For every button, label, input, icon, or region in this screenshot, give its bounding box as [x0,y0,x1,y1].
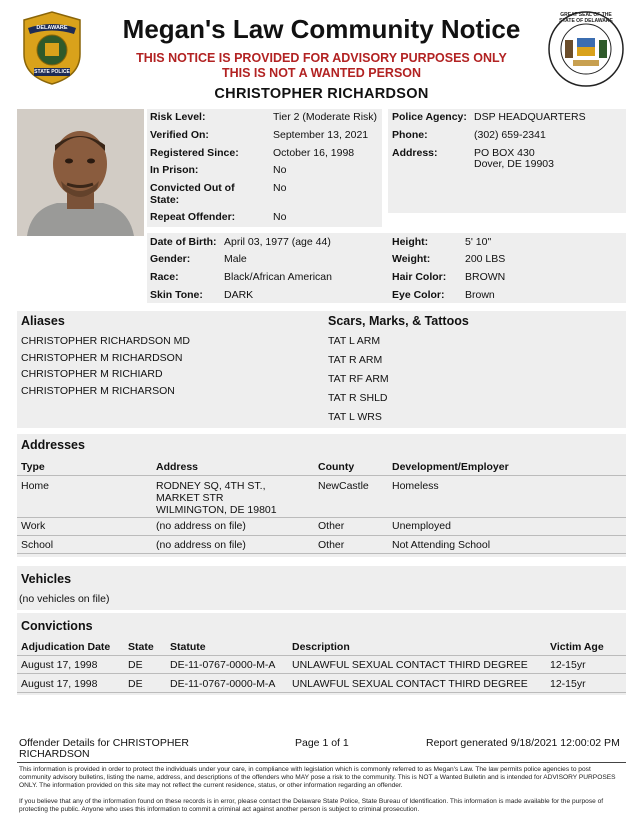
race-label: Race: [150,271,179,283]
addresses-title: Addresses [21,438,85,452]
conviction-state: DE [128,678,143,690]
address-line: MARKET STR [156,492,224,504]
eye-color-value: Brown [465,289,495,301]
advisory-line-2: THIS IS NOT A WANTED PERSON [221,66,422,80]
convicted-out-of-state-label: Convicted Out of State: [150,182,235,206]
conv-col-state: State [128,641,154,653]
address-line: RODNEY SQ, 4TH ST., [156,480,266,492]
repeat-offender-label: Repeat Offender: [150,211,236,223]
state-seal [547,10,625,88]
footer-offender-name: RICHARDSON [19,748,90,760]
conv-col-victim-age: Victim Age [550,641,604,653]
aliases-title: Aliases [21,314,65,328]
agency-address-line-2: Dover, DE 19903 [474,158,554,170]
address-type: Work [21,520,46,532]
conv-col-description: Description [292,641,350,653]
in-prison-value: No [273,164,287,176]
address-county: Other [318,539,345,551]
alias-item: CHRISTOPHER RICHARDSON MD [21,335,190,347]
registered-since-label: Registered Since: [150,147,239,159]
skin-tone-label: Skin Tone: [150,289,203,301]
convicted-out-of-state-value: No [273,182,287,194]
skin-tone-value: DARK [224,289,254,301]
alias-item: CHRISTOPHER M RICHARSON [21,385,175,397]
agency-address-line-1: PO BOX 430 [474,147,535,159]
conviction-description: UNLAWFUL SEXUAL CONTACT THIRD DEGREE [292,659,528,671]
row-divider [17,553,626,554]
addr-col-type: Type [21,461,45,473]
convictions-title: Convictions [21,619,93,633]
gender-label: Gender: [150,253,191,265]
conviction-state: DE [128,659,143,671]
seal-text: GREAT SEAL OF THE STATE OF DELAWARE [559,12,613,24]
conviction-date: August 17, 1998 [21,678,98,690]
badge-text-bottom: STATE POLICE [34,69,70,75]
physical-description-panel [147,233,626,303]
repeat-offender-value: No [273,211,287,223]
addr-col-county: County [318,461,355,473]
address-county: Other [318,520,345,532]
conviction-victim-age: 12-15yr [550,678,586,690]
police-agency-label: Police Agency: [392,111,467,123]
scar-item: TAT R SHLD [328,392,388,404]
conviction-victim-age: 12-15yr [550,659,586,671]
footer-offender-details: Offender Details for CHRISTOPHER [19,737,189,749]
eye-color-label: Eye Color: [392,289,445,301]
conv-col-statute: Statute [170,641,206,653]
scar-item: TAT L WRS [328,411,382,423]
hair-color-label: Hair Color: [392,271,447,283]
police-agency-value: DSP HEADQUARTERS [474,111,586,123]
alias-item: CHRISTOPHER M RICHIARD [21,368,163,380]
disclaimer-paragraph: If you believe that any of the information found on these records is in error, please contact the Delaware State Police, State Bureau of Identification. This information is made available for the purpose of protecting the public. Anyone who uses this information to commit a criminal act against another person is subject to criminal prosecution. [19,798,604,813]
address-employer: Unemployed [392,520,451,532]
scar-item: TAT L ARM [328,335,381,347]
phone-label: Phone: [392,129,428,141]
vehicles-title: Vehicles [21,572,72,586]
address-line: WILMINGTON, DE 19801 [156,504,277,516]
footer-divider [17,762,626,763]
offender-photo [17,109,144,236]
dob-label: Date of Birth: [150,236,217,248]
verified-on-label: Verified On: [150,129,209,141]
conviction-statute: DE-11-0767-0000-M-A [170,678,276,690]
row-divider [17,517,626,518]
address-employer: Not Attending School [392,539,491,551]
weight-value: 200 LBS [465,253,506,265]
address-employer: Homeless [392,480,439,492]
addr-col-employer: Development/Employer [392,461,509,473]
row-divider [17,692,626,693]
address-county: NewCastle [318,480,369,492]
row-divider [17,475,626,476]
footer-page-number: Page 1 of 1 [295,737,349,749]
alias-item: CHRISTOPHER M RICHARDSON [21,352,183,364]
scars-title: Scars, Marks, & Tattoos [328,314,469,328]
dob-value: April 03, 1977 (age 44) [224,236,331,248]
row-divider [17,673,626,674]
risk-level-value: Tier 2 (Moderate Risk) [273,111,378,123]
in-prison-label: In Prison: [150,164,199,176]
address-line: (no address on file) [156,520,246,532]
row-divider [17,535,626,536]
row-divider [17,655,626,656]
weight-label: Weight: [392,253,431,265]
risk-level-label: Risk Level: [150,111,206,123]
address-type: Home [21,480,50,492]
footer-report-generated: Report generated 9/18/2021 12:00:02 PM [426,737,620,749]
height-value: 5' 10" [465,236,492,248]
race-value: Black/African American [224,271,332,283]
scar-item: TAT R ARM [328,354,383,366]
disclaimer-paragraph: This information is provided in order to protect the individuals under your care, in compliance with legislation which is commonly referred to as Megan's Law. The law permits police agencies to post community advisory bulletins, listing the name, address, and descriptions of the offenders who MAY pose a risk to the community. This is NOT a Wanted Bulletin and is intended for ADVISORY PURPOSES ONLY. The information provided on this site may not reflect the current residence, status, or other information regarding an offender. [19,766,616,789]
registered-since-value: October 16, 1998 [273,147,355,159]
scar-item: TAT RF ARM [328,373,389,385]
height-label: Height: [392,236,429,248]
phone-value: (302) 659-2341 [474,129,546,141]
address-type: School [21,539,54,551]
address-line: (no address on file) [156,539,246,551]
offender-name: CHRISTOPHER RICHARDSON [214,86,429,102]
vehicles-none: (no vehicles on file) [19,593,110,605]
advisory-line-1: THIS NOTICE IS PROVIDED FOR ADVISORY PURPOSES ONLY [136,51,507,65]
agency-address-label: Address: [392,147,438,159]
conv-col-date: Adjudication Date [21,641,111,653]
gender-value: Male [224,253,247,265]
addr-col-address: Address [156,461,199,473]
page-title: Megan's Law Community Notice [122,14,521,44]
conviction-statute: DE-11-0767-0000-M-A [170,659,276,671]
hair-color-value: BROWN [465,271,506,283]
verified-on-value: September 13, 2021 [273,129,369,141]
conviction-date: August 17, 1998 [21,659,98,671]
conviction-description: UNLAWFUL SEXUAL CONTACT THIRD DEGREE [292,678,528,690]
badge-text-top: DELAWARE [36,25,68,31]
